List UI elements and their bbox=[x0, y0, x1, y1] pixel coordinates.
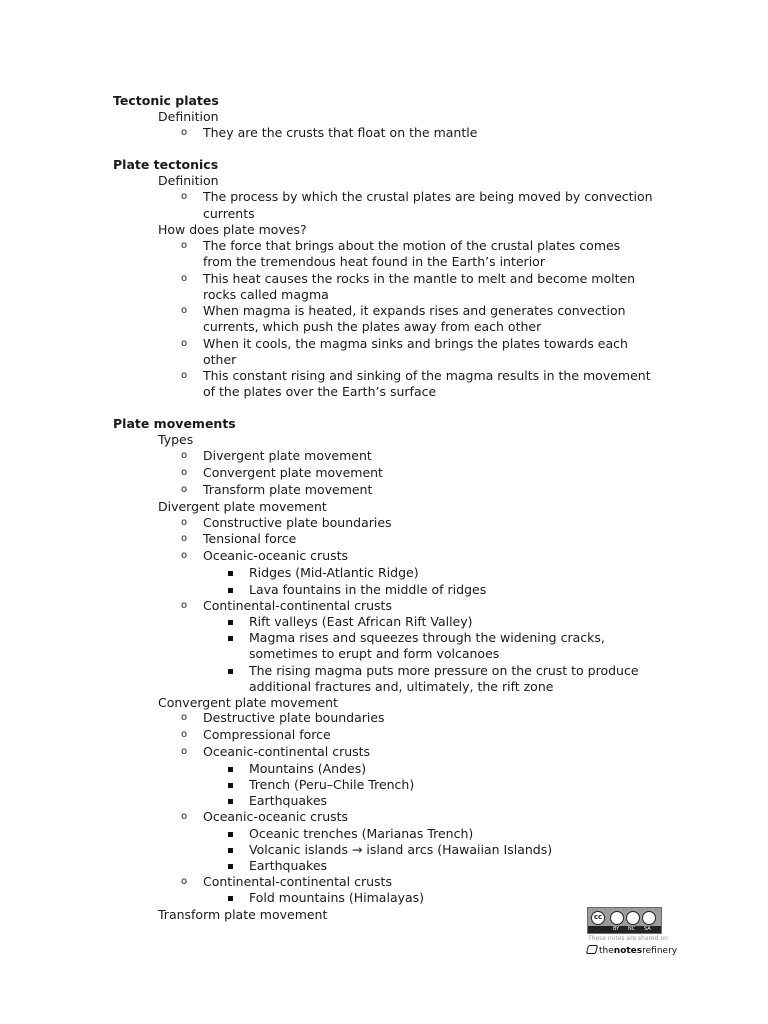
list-item: Constructive plate boundaries bbox=[203, 515, 392, 530]
square-bullet bbox=[228, 864, 233, 869]
circle-bullet: o bbox=[181, 746, 188, 757]
list-item-cont: currents bbox=[203, 206, 255, 221]
circle-bullet: o bbox=[181, 240, 188, 251]
list-item-cont: of the plates over the Earth’s surface bbox=[203, 384, 437, 399]
list-item: The process by which the crustal plates are being moved by convection bbox=[203, 189, 653, 204]
sharealike-icon bbox=[642, 911, 656, 925]
sub-list-item: Mountains (Andes) bbox=[249, 761, 367, 776]
cc-icon: cc bbox=[591, 911, 605, 925]
label-definition: Definition bbox=[158, 173, 219, 188]
circle-bullet: o bbox=[181, 467, 188, 478]
sub-list-item: Ridges (Mid-Atlantic Ridge) bbox=[249, 565, 419, 580]
list-item: Convergent plate movement bbox=[203, 465, 383, 480]
sa-label: SA bbox=[644, 926, 651, 932]
label-types: Types bbox=[158, 432, 194, 447]
circle-bullet: o bbox=[181, 811, 188, 822]
circle-bullet: o bbox=[181, 273, 188, 284]
list-item: Tensional force bbox=[203, 531, 297, 546]
list-item: When magma is heated, it expands rises and generates convection bbox=[203, 303, 626, 318]
square-bullet bbox=[228, 783, 233, 788]
sub-list-item-cont: additional fractures and, ultimately, the rift zone bbox=[249, 679, 554, 694]
sub-list-item: Trench (Peru–Chile Trench) bbox=[249, 777, 415, 792]
square-bullet bbox=[228, 848, 233, 853]
list-item-cont: rocks called magma bbox=[203, 287, 329, 302]
square-bullet bbox=[228, 620, 233, 625]
sub-list-item: Lava fountains in the middle of ridges bbox=[249, 582, 487, 597]
list-item: Transform plate movement bbox=[203, 482, 373, 497]
sub-list-item: The rising magma puts more pressure on the crust to produce bbox=[249, 663, 639, 678]
sub-list-item-cont: sometimes to erupt and form volcanoes bbox=[249, 646, 500, 661]
sub-list-item: Oceanic trenches (Marianas Trench) bbox=[249, 826, 474, 841]
list-item: When it cools, the magma sinks and brings the plates towards each bbox=[203, 336, 628, 351]
circle-bullet: o bbox=[181, 550, 188, 561]
label-transform: Transform plate movement bbox=[158, 907, 328, 922]
list-item: Continental-continental crusts bbox=[203, 598, 392, 613]
logo-refinery: refinery bbox=[642, 946, 678, 956]
sub-list-item: Rift valleys (East African Rift Valley) bbox=[249, 614, 473, 629]
list-item: Oceanic-continental crusts bbox=[203, 744, 371, 759]
list-item: They are the crusts that float on the mantle bbox=[203, 125, 478, 140]
sub-list-item: Fold mountains (Himalayas) bbox=[249, 890, 425, 905]
label-how: How does plate moves? bbox=[158, 222, 307, 237]
heading-plate-movements: Plate movements bbox=[113, 416, 236, 431]
square-bullet bbox=[228, 896, 233, 901]
list-item: Oceanic-oceanic crusts bbox=[203, 809, 349, 824]
sub-list-item: Earthquakes bbox=[249, 793, 328, 808]
logo-the: the bbox=[599, 946, 614, 956]
list-item: This heat causes the rocks in the mantle to melt and become molten bbox=[203, 271, 636, 286]
square-bullet bbox=[228, 832, 233, 837]
logo-mark-icon bbox=[586, 945, 598, 954]
circle-bullet: o bbox=[181, 484, 188, 495]
square-bullet bbox=[228, 669, 233, 674]
notes-refinery-logo[interactable] bbox=[587, 945, 677, 956]
label-convergent: Convergent plate movement bbox=[158, 695, 338, 710]
heading-plate-tectonics: Plate tectonics bbox=[113, 157, 219, 172]
sub-list-item: Earthquakes bbox=[249, 858, 328, 873]
circle-bullet: o bbox=[181, 517, 188, 528]
square-bullet bbox=[228, 767, 233, 772]
logo-notes: notes bbox=[613, 946, 643, 956]
list-item: Compressional force bbox=[203, 727, 331, 742]
noncommercial-icon bbox=[626, 911, 640, 925]
circle-bullet: o bbox=[181, 712, 188, 723]
badge-strip bbox=[588, 926, 661, 933]
label-definition: Definition bbox=[158, 109, 219, 124]
circle-bullet: o bbox=[181, 127, 188, 138]
circle-bullet: o bbox=[181, 876, 188, 887]
circle-bullet: o bbox=[181, 600, 188, 611]
square-bullet bbox=[228, 571, 233, 576]
heading-tectonic-plates: Tectonic plates bbox=[113, 93, 219, 108]
circle-bullet: o bbox=[181, 370, 188, 381]
list-item: The force that brings about the motion of the crustal plates comes bbox=[203, 238, 621, 253]
square-bullet bbox=[228, 799, 233, 804]
list-item: Oceanic-oceanic crusts bbox=[203, 548, 349, 563]
list-item-cont: currents, which push the plates away from each other bbox=[203, 319, 542, 334]
list-item: This constant rising and sinking of the magma results in the movement bbox=[203, 368, 651, 383]
list-item-cont: from the tremendous heat found in the Earth’s interior bbox=[203, 254, 545, 269]
attribution-icon bbox=[610, 911, 624, 925]
by-label: BY bbox=[613, 926, 620, 932]
sub-list-item: Magma rises and squeezes through the widening cracks, bbox=[249, 630, 605, 645]
sub-list-item: Volcanic islands → island arcs (Hawaiian Islands) bbox=[249, 842, 553, 857]
nc-label: NC bbox=[628, 926, 636, 932]
square-bullet bbox=[228, 588, 233, 593]
list-item-cont: other bbox=[203, 352, 237, 367]
square-bullet bbox=[228, 636, 233, 641]
circle-bullet: o bbox=[181, 191, 188, 202]
list-item: Divergent plate movement bbox=[203, 448, 372, 463]
circle-bullet: o bbox=[181, 450, 188, 461]
list-item: Continental-continental crusts bbox=[203, 874, 392, 889]
cc-license-badge[interactable] bbox=[587, 907, 662, 934]
circle-bullet: o bbox=[181, 533, 188, 544]
shared-on-text: These notes are shared on bbox=[588, 935, 668, 942]
label-divergent: Divergent plate movement bbox=[158, 499, 327, 514]
circle-bullet: o bbox=[181, 729, 188, 740]
list-item: Destructive plate boundaries bbox=[203, 710, 385, 725]
circle-bullet: o bbox=[181, 338, 188, 349]
circle-bullet: o bbox=[181, 305, 188, 316]
